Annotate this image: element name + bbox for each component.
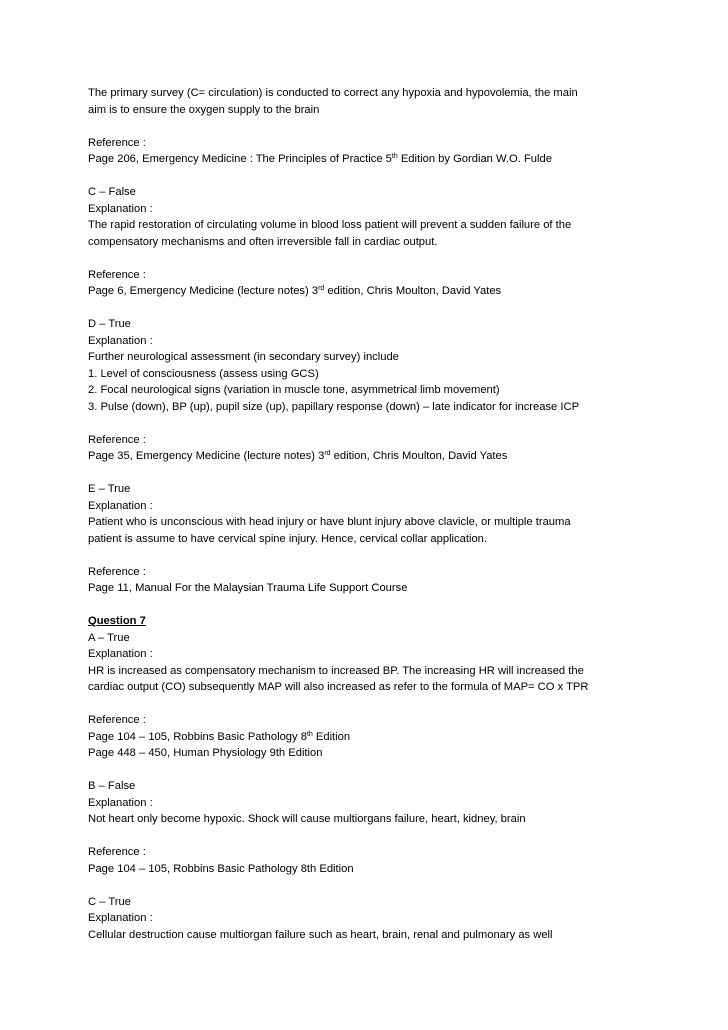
text-line: B – False	[88, 780, 136, 792]
text-line: Reference :	[88, 268, 146, 281]
text-line: C – False	[88, 186, 136, 198]
reference-sup: th	[306, 730, 313, 738]
text-line: The primary survey (C= circulation) is conducted to correct any hypoxia and hypovolemia, the main	[88, 87, 578, 99]
paragraph-gap	[88, 547, 648, 564]
reference-sup: rd	[318, 285, 325, 292]
paragraph-gap	[88, 168, 648, 185]
text-line: patient is assume to have cervical spine injury. Hence, cervical collar application.	[88, 532, 488, 545]
paragraph-gap	[88, 828, 648, 845]
paragraph-gap	[88, 696, 648, 713]
text-line: Reference :	[88, 714, 146, 726]
text-line: Reference :	[88, 846, 146, 858]
reference-line	[88, 283, 648, 300]
reference-pre: Page 35, Emergency Medicine (lecture notes) 3	[88, 450, 325, 462]
reference-pre: Page 104 – 105, Robbins Basic Pathology 8	[88, 730, 307, 743]
reference-line	[88, 729, 648, 746]
text-line: HR is increased as compensatory mechanism to increased BP. The increasing HR will increased the	[88, 664, 584, 677]
text-line: Reference :	[88, 136, 146, 149]
reference-post: Edition by Gordian W.O. Fulde	[397, 153, 552, 165]
reference-post: edition, Chris Moulton, David Yates	[324, 285, 502, 297]
text-line: Explanation :	[88, 796, 153, 809]
reference-pre: Page 206, Emergency Medicine : The Principles of Practice 5	[88, 153, 392, 165]
text-line: A – True	[88, 631, 130, 644]
text-line: Page 104 – 105, Robbins Basic Pathology 8th Edition	[88, 862, 354, 875]
text-line: Explanation :	[88, 202, 153, 215]
text-line: Cellular destruction cause multiorgan failure such as heart, brain, renal and pulmonary as well	[88, 928, 553, 941]
paragraph-gap	[88, 465, 648, 482]
paragraph-gap	[88, 597, 648, 614]
text-line: D – True	[88, 318, 131, 330]
paragraph-gap	[88, 250, 648, 267]
reference-pre: Page 6, Emergency Medicine (lecture notes) 3	[88, 285, 319, 297]
paragraph-gap	[88, 415, 648, 432]
text-line: Explanation :	[88, 912, 153, 924]
paragraph-gap	[88, 877, 648, 894]
text-line: Reference :	[88, 433, 146, 446]
text-line: The rapid restoration of circulating volume in blood loss patient will prevent a sudden failure of the	[88, 219, 572, 231]
text-line: Page 448 – 450, Human Physiology 9th Edition	[88, 747, 323, 759]
text-line: Patient who is unconscious with head injury or have blunt injury above clavicle, or multiple trauma	[88, 516, 571, 528]
text-line: Not heart only become hypoxic. Shock will cause multiorgans failure, heart, kidney, brain	[88, 813, 526, 825]
text-line: Explanation :	[88, 648, 153, 660]
text-line: C – True	[88, 895, 131, 908]
reference-line	[88, 151, 648, 168]
document-page	[88, 85, 648, 943]
text-line: Further neurological assessment (in secondary survey) include	[88, 351, 399, 363]
reference-post: edition, Chris Moulton, David Yates	[330, 450, 508, 462]
text-line: 1. Level of consciousness (assess using GCS)	[88, 367, 319, 380]
reference-line	[88, 448, 648, 465]
paragraph-gap	[88, 300, 648, 317]
reference-sup: th	[391, 153, 398, 160]
text-line: Explanation :	[88, 334, 153, 347]
text-line: E – True	[88, 483, 131, 495]
text-line: Page 11, Manual For the Malaysian Trauma Life Support Course	[88, 582, 408, 594]
paragraph-gap	[88, 762, 648, 779]
text-line: cardiac output (CO) subsequently MAP will also increased as refer to the formula of MAP= CO x TPR	[88, 681, 589, 693]
text-line: Reference :	[88, 565, 146, 578]
text-line: compensatory mechanisms and often irreversible fall in cardiac output.	[88, 235, 438, 248]
question-heading: Question 7	[88, 615, 146, 627]
paragraph-gap	[88, 118, 648, 135]
reference-post: Edition	[312, 730, 351, 743]
text-line: 3. Pulse (down), BP (up), pupil size (up), papillary response (down) – late indicator for increase ICP	[88, 400, 580, 413]
reference-sup: rd	[324, 450, 331, 457]
text-line: aim is to ensure the oxygen supply to the brain	[88, 103, 320, 116]
text-line: 2. Focal neurological signs (variation in muscle tone, asymmetrical limb movement)	[88, 384, 500, 396]
text-line: Explanation :	[88, 499, 153, 512]
